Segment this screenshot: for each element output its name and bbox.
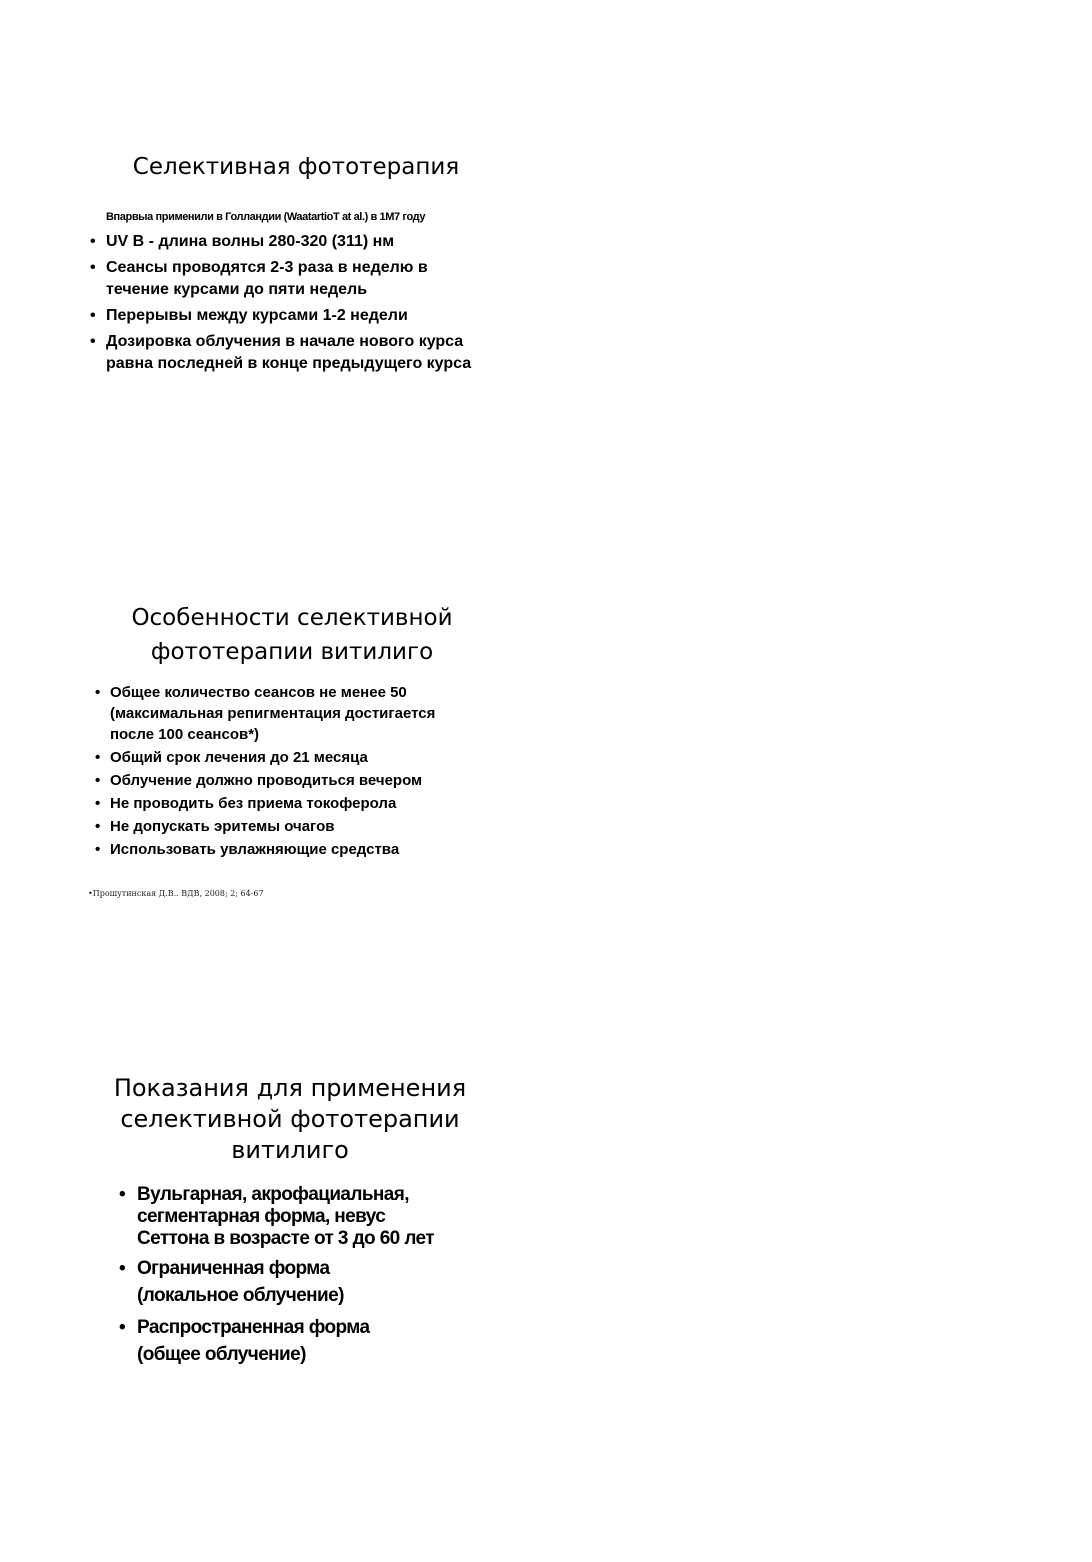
- list-item: [119, 1255, 434, 1309]
- list-item: [95, 839, 435, 860]
- bullet-icon: •: [90, 233, 96, 250]
- bullet-text: Перерывы между курсами 1-2 недели: [106, 307, 408, 324]
- bullet-text: Распространенная форма (общее облучение): [137, 1317, 370, 1365]
- bullet-list: [95, 682, 436, 862]
- list-item: [90, 331, 472, 375]
- bullet-text: Не допускать эритемы очагов: [110, 818, 335, 835]
- bullet-icon: •: [95, 841, 101, 858]
- bullet-text: Использовать увлажняющие средства: [110, 841, 400, 858]
- slide-title: Селективная фототерапия: [132, 154, 460, 180]
- slide-title: Показания для применения селективной фототерапии витилиго: [113, 1074, 467, 1164]
- bullet-list: [119, 1184, 434, 1373]
- bullet-text: Ограниченная форма (локальное облучение): [137, 1258, 344, 1306]
- bullet-icon: •: [90, 333, 96, 350]
- list-item: [90, 231, 471, 253]
- bullet-text: Дозировка облучения в начале нового курса равна последней в конце предыдущего курса: [106, 333, 472, 372]
- slide-title: Особенности селективной фототерапии витилиго: [131, 605, 453, 665]
- bullet-icon: •: [119, 1184, 126, 1205]
- bullet-icon: •: [95, 684, 101, 701]
- list-item: [95, 816, 435, 837]
- bullet-icon: •: [119, 1317, 126, 1338]
- bullet-list: [90, 231, 472, 379]
- bullet-icon: •: [95, 772, 101, 789]
- bullet-text: UV B - длина волны 280-320 (311) нм: [106, 233, 395, 250]
- list-item: [95, 682, 436, 745]
- list-item: [95, 747, 435, 768]
- bullet-icon: •: [90, 307, 96, 324]
- citation-footnote: •Прошутинская Д.В.. ВДВ, 2008; 2; 64-67: [88, 889, 264, 898]
- bullet-icon: •: [90, 259, 96, 276]
- list-item: [119, 1184, 434, 1250]
- list-item: [90, 257, 471, 301]
- bullet-text: Общее количество сеансов не менее 50 (максимальная репигментация достигается после 100 сеансов*): [110, 684, 436, 743]
- bullet-text: Сеансы проводятся 2-3 раза в неделю в течение курсами до пяти недель: [106, 259, 428, 298]
- list-item: [119, 1314, 434, 1368]
- list-item: [90, 305, 471, 327]
- bullet-icon: •: [95, 818, 101, 835]
- bullet-text: Не проводить без приема токоферола: [110, 795, 397, 812]
- list-item: [95, 770, 435, 791]
- bullet-icon: •: [95, 795, 101, 812]
- bullet-text: Общий срок лечения до 21 месяца: [110, 749, 368, 766]
- bullet-icon: •: [119, 1258, 126, 1279]
- list-item: [95, 793, 435, 814]
- bullet-text: Вульгарная, акрофациальная, сегментарная форма, невус Сеттона в возрасте от 3 до 60 лет: [137, 1184, 434, 1249]
- bullet-icon: •: [95, 749, 101, 766]
- bullet-text: Облучение должно проводиться вечером: [110, 772, 423, 789]
- intro-note: Впарвыа применили в Голландии (WaatartioT at al.) в 1M7 году: [106, 211, 426, 223]
